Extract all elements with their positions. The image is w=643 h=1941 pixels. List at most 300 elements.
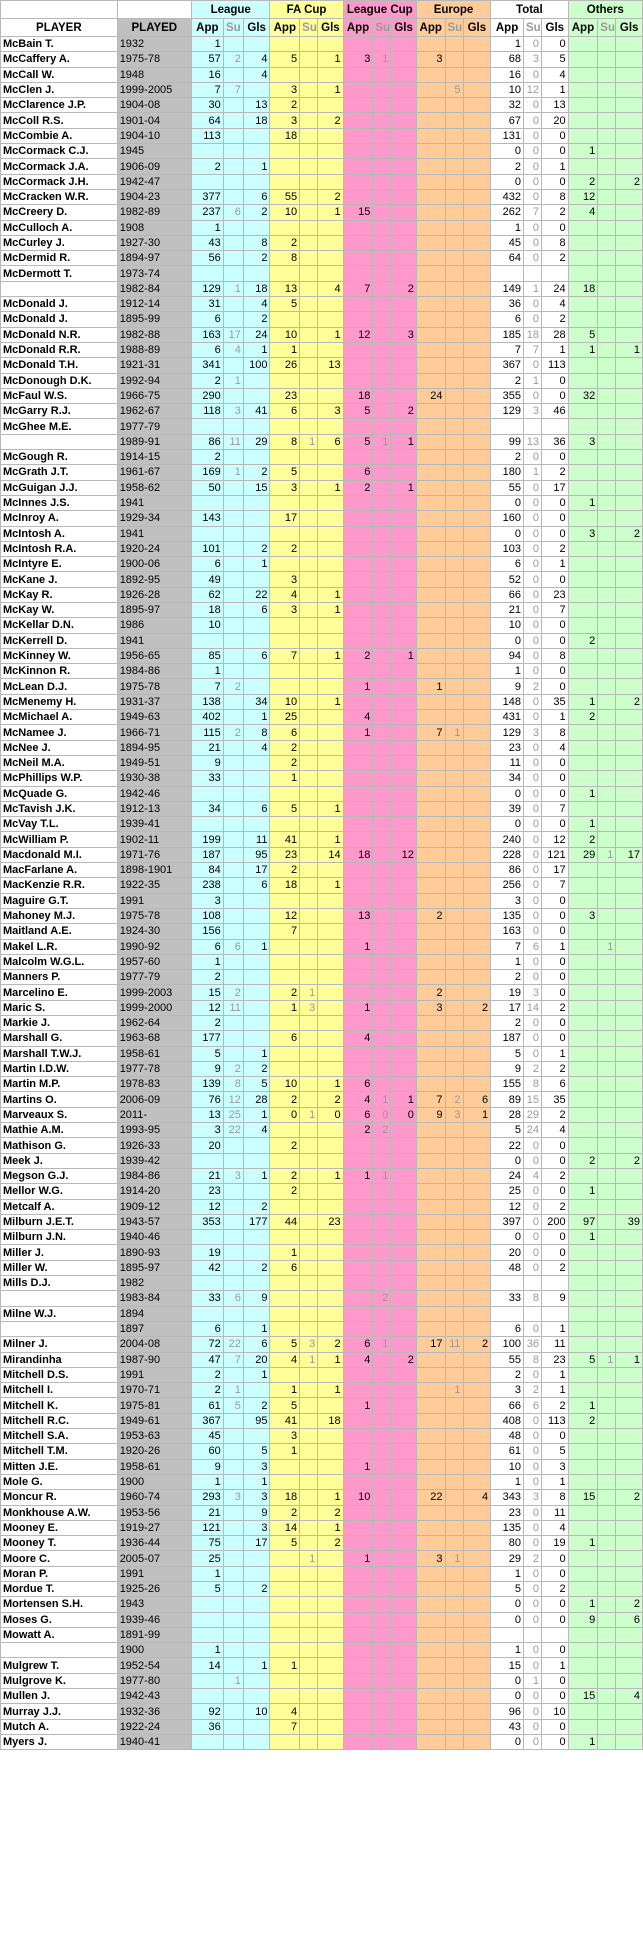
stat-cell-app — [491, 1276, 524, 1291]
stat-cell-gls — [391, 251, 416, 266]
stat-cell-app — [416, 1459, 445, 1474]
stat-cell-gls — [243, 1673, 270, 1688]
stat-cell-app: 41 — [270, 1413, 300, 1428]
stat-cell-app — [416, 251, 445, 266]
stat-cell-su: 6 — [223, 205, 243, 220]
played-years-cell: 1895-97 — [117, 602, 191, 617]
stat-cell-gls — [463, 1199, 491, 1214]
stat-cell-app — [343, 1474, 373, 1489]
stat-cell-gls: 2 — [542, 251, 569, 266]
stat-cell-app: 57 — [191, 52, 223, 67]
stat-cell-su — [300, 817, 318, 832]
stat-cell-su — [445, 1000, 463, 1015]
played-years-cell: 1991 — [117, 1566, 191, 1581]
stat-cell-gls — [391, 98, 416, 113]
stat-cell-gls: 13 — [542, 98, 569, 113]
player-name-cell: Miller W. — [1, 1260, 118, 1275]
stat-cell-gls: 0 — [542, 1612, 569, 1627]
stat-cell-su: 0 — [524, 1184, 542, 1199]
stat-cell-gls — [318, 1016, 343, 1031]
stat-cell-gls: 8 — [542, 1490, 569, 1505]
stat-cell-gls — [616, 159, 643, 174]
stat-cell-gls — [391, 1000, 416, 1015]
stat-cell-app: 12 — [270, 908, 300, 923]
stat-cell-su: 2 — [524, 1383, 542, 1398]
stat-cell-gls — [616, 1260, 643, 1275]
stat-cell-su — [300, 832, 318, 847]
stat-cell-gls: 1 — [243, 1367, 270, 1382]
stat-cell-app — [416, 1367, 445, 1382]
table-row — [1, 557, 643, 572]
stat-cell-app — [191, 1153, 223, 1168]
stat-cell-gls — [318, 817, 343, 832]
stat-cell-su — [445, 1199, 463, 1214]
stat-cell-su — [300, 924, 318, 939]
stat-cell-su — [598, 572, 616, 587]
stat-cell-gls: 39 — [616, 1214, 643, 1229]
player-name-cell: McCreery D. — [1, 205, 118, 220]
group-header-row — [1, 1, 643, 19]
stat-cell-gls: 1 — [542, 1367, 569, 1382]
stat-cell-app — [343, 985, 373, 1000]
stat-cell-app: 2 — [191, 373, 223, 388]
stat-cell-su — [300, 388, 318, 403]
stat-cell-su — [223, 1016, 243, 1031]
table-row — [1, 373, 643, 388]
stat-cell-su — [598, 419, 616, 434]
stat-cell-app — [568, 1383, 598, 1398]
stat-cell-app — [568, 297, 598, 312]
stat-cell-app — [343, 970, 373, 985]
stat-cell-su — [373, 679, 391, 694]
stat-cell-su — [373, 128, 391, 143]
stat-cell-su — [300, 37, 318, 52]
played-years-cell: 1943-57 — [117, 1214, 191, 1229]
stat-cell-su — [598, 786, 616, 801]
stat-cell-app: 25 — [491, 1184, 524, 1199]
stat-cell-app — [416, 939, 445, 954]
stat-cell-app: 1 — [568, 495, 598, 510]
stat-cell-app: 3 — [491, 1383, 524, 1398]
stat-cell-gls: 95 — [243, 1413, 270, 1428]
col-header-gls: Gls — [318, 19, 343, 37]
stat-cell-gls — [463, 82, 491, 97]
stat-cell-gls — [463, 1474, 491, 1489]
stat-cell-gls — [243, 1276, 270, 1291]
stat-cell-su — [300, 312, 318, 327]
stat-cell-su — [445, 633, 463, 648]
player-name-cell: McDonald J. — [1, 312, 118, 327]
stat-cell-gls — [318, 1276, 343, 1291]
stat-cell-gls — [391, 1597, 416, 1612]
stat-cell-gls: 0 — [542, 908, 569, 923]
stat-cell-gls — [318, 251, 343, 266]
stat-cell-app: 22 — [416, 1490, 445, 1505]
stat-cell-gls — [318, 1704, 343, 1719]
played-years-cell: 1936-44 — [117, 1536, 191, 1551]
stat-cell-su — [598, 251, 616, 266]
table-row — [1, 725, 643, 740]
played-years-cell: 2005-07 — [117, 1551, 191, 1566]
stat-cell-su: 1 — [373, 434, 391, 449]
stat-cell-gls — [616, 404, 643, 419]
stat-cell-gls — [243, 1016, 270, 1031]
stat-cell-su — [598, 1031, 616, 1046]
stat-cell-su: 2 — [223, 725, 243, 740]
stat-cell-app — [270, 893, 300, 908]
stat-cell-gls: 0 — [542, 1138, 569, 1153]
stat-cell-gls — [463, 755, 491, 770]
stat-cell-gls — [463, 434, 491, 449]
stat-cell-su — [598, 817, 616, 832]
stat-cell-gls — [243, 1031, 270, 1046]
stat-cell-su — [598, 1138, 616, 1153]
stat-cell-su — [373, 297, 391, 312]
stat-cell-su — [598, 1612, 616, 1627]
stat-cell-gls — [391, 1536, 416, 1551]
table-row — [1, 511, 643, 526]
stat-cell-app: 16 — [191, 67, 223, 82]
stat-cell-su — [300, 1398, 318, 1413]
played-years-cell: 1991 — [117, 1367, 191, 1382]
stat-cell-app: 18 — [343, 847, 373, 862]
stat-cell-su — [598, 235, 616, 250]
table-row — [1, 144, 643, 159]
stat-cell-su — [598, 1337, 616, 1352]
stat-cell-gls — [391, 1260, 416, 1275]
stat-cell-gls: 17 — [243, 1536, 270, 1551]
stat-cell-gls — [463, 847, 491, 862]
stat-cell-gls — [616, 1627, 643, 1642]
stat-cell-app: 7 — [343, 281, 373, 296]
stat-cell-su — [223, 541, 243, 556]
played-years-cell: 1939-46 — [117, 1612, 191, 1627]
stat-cell-gls — [463, 342, 491, 357]
stat-cell-app — [270, 37, 300, 52]
stat-cell-app: 29 — [568, 847, 598, 862]
stat-cell-app — [343, 82, 373, 97]
stat-cell-su — [300, 189, 318, 204]
stat-cell-su — [598, 1490, 616, 1505]
stat-cell-gls — [243, 144, 270, 159]
stat-cell-app — [568, 404, 598, 419]
stat-cell-gls — [243, 970, 270, 985]
stat-cell-app — [568, 1260, 598, 1275]
stat-cell-app: 20 — [491, 1245, 524, 1260]
stat-cell-gls — [463, 893, 491, 908]
stat-cell-app: 17 — [270, 511, 300, 526]
stat-cell-su: 8 — [524, 1352, 542, 1367]
table-row — [1, 786, 643, 801]
stat-cell-app: 6 — [191, 312, 223, 327]
stat-cell-su: 2 — [524, 1551, 542, 1566]
player-name-cell: Mordue T. — [1, 1581, 118, 1596]
stat-cell-su — [373, 1719, 391, 1734]
stat-cell-app: 4 — [343, 710, 373, 725]
stat-cell-app: 1 — [568, 786, 598, 801]
stat-cell-su — [300, 1016, 318, 1031]
stat-cell-app — [343, 541, 373, 556]
stat-cell-gls: 1 — [243, 1107, 270, 1122]
stat-cell-app: 10 — [191, 618, 223, 633]
stat-cell-app — [191, 633, 223, 648]
stat-cell-su — [598, 1689, 616, 1704]
stat-cell-gls — [243, 128, 270, 143]
stat-cell-su — [598, 174, 616, 189]
stat-cell-app: 6 — [491, 557, 524, 572]
table-row — [1, 985, 643, 1000]
stat-cell-gls — [616, 327, 643, 342]
stat-cell-su — [598, 970, 616, 985]
stat-cell-gls — [243, 220, 270, 235]
stat-cell-gls — [391, 771, 416, 786]
stat-cell-gls — [243, 1612, 270, 1627]
stat-cell-su — [598, 297, 616, 312]
table-row — [1, 1719, 643, 1734]
played-years-cell: 2004-08 — [117, 1337, 191, 1352]
stat-cell-app — [568, 985, 598, 1000]
stat-cell-su — [445, 664, 463, 679]
stat-cell-app — [343, 1689, 373, 1704]
stat-cell-app — [568, 511, 598, 526]
stat-cell-su — [445, 1245, 463, 1260]
stat-cell-gls: 1 — [243, 1046, 270, 1061]
stat-cell-su — [223, 1505, 243, 1520]
stat-cell-gls: 2 — [391, 1352, 416, 1367]
stat-cell-app — [416, 312, 445, 327]
table-row — [1, 1689, 643, 1704]
stat-cell-gls — [463, 251, 491, 266]
stat-cell-app — [416, 970, 445, 985]
stat-cell-su — [598, 189, 616, 204]
stat-cell-gls — [391, 1337, 416, 1352]
stat-cell-gls — [463, 924, 491, 939]
stat-cell-gls: 0 — [542, 1184, 569, 1199]
stat-cell-app: 2 — [270, 1138, 300, 1153]
stat-cell-su — [373, 1429, 391, 1444]
stat-cell-su — [223, 1719, 243, 1734]
stat-cell-app — [343, 954, 373, 969]
stat-cell-app — [343, 1566, 373, 1581]
stat-cell-app — [270, 1597, 300, 1612]
stat-cell-app: 2 — [270, 235, 300, 250]
stat-cell-su — [373, 1031, 391, 1046]
stat-cell-gls — [391, 373, 416, 388]
stat-cell-su — [223, 511, 243, 526]
stat-cell-app: 1 — [568, 817, 598, 832]
stat-cell-su — [373, 1367, 391, 1382]
stat-cell-app: 18 — [343, 388, 373, 403]
player-name-cell: McGarry R.J. — [1, 404, 118, 419]
played-years-cell: 1912-14 — [117, 297, 191, 312]
stat-cell-gls: 22 — [243, 587, 270, 602]
stat-cell-app — [416, 1429, 445, 1444]
stat-cell-app — [343, 450, 373, 465]
stat-cell-app: 25 — [191, 1551, 223, 1566]
stat-cell-gls — [391, 1520, 416, 1535]
stat-cell-gls — [542, 266, 569, 281]
stat-cell-su: 0 — [524, 602, 542, 617]
stat-cell-app — [416, 1016, 445, 1031]
stat-cell-su — [445, 1077, 463, 1092]
player-name-cell: Mowatt A. — [1, 1627, 118, 1642]
stat-cell-su — [598, 1474, 616, 1489]
col-header-su: Su — [300, 19, 318, 37]
stat-cell-app — [416, 1581, 445, 1596]
player-name-cell: McGuigan J.J. — [1, 480, 118, 495]
stat-cell-gls: 10 — [542, 1704, 569, 1719]
stat-cell-su: 3 — [445, 1107, 463, 1122]
stat-cell-gls — [463, 1612, 491, 1627]
stat-cell-su — [445, 985, 463, 1000]
stat-cell-gls — [318, 755, 343, 770]
stat-cell-gls — [391, 450, 416, 465]
stat-cell-gls: 113 — [542, 358, 569, 373]
stat-cell-app: 1 — [568, 1536, 598, 1551]
stat-cell-gls: 4 — [243, 1123, 270, 1138]
stat-cell-gls: 34 — [243, 694, 270, 709]
stat-cell-app — [568, 1566, 598, 1581]
player-name-cell: Mathison G. — [1, 1138, 118, 1153]
stat-cell-su — [300, 327, 318, 342]
stat-cell-gls — [391, 52, 416, 67]
stat-cell-app — [270, 1551, 300, 1566]
stat-cell-su: 0 — [524, 1658, 542, 1673]
stat-cell-su — [598, 602, 616, 617]
stat-cell-app — [343, 771, 373, 786]
stat-cell-su — [445, 1474, 463, 1489]
stat-cell-app — [416, 1123, 445, 1138]
stat-cell-su — [598, 1291, 616, 1306]
stat-cell-gls — [463, 327, 491, 342]
stat-cell-gls: 2 — [616, 1490, 643, 1505]
stat-cell-su: 0 — [524, 648, 542, 663]
stat-cell-su: 2 — [445, 1092, 463, 1107]
stat-cell-gls: 1 — [391, 434, 416, 449]
stat-cell-su — [300, 771, 318, 786]
stat-cell-app: 1 — [568, 1230, 598, 1245]
stat-cell-app — [416, 1306, 445, 1321]
player-name-cell: Milburn J.E.T. — [1, 1214, 118, 1229]
stat-cell-app — [568, 37, 598, 52]
stat-cell-gls — [318, 1581, 343, 1596]
stat-cell-app — [568, 1306, 598, 1321]
stat-cell-app — [416, 159, 445, 174]
stat-cell-gls — [318, 740, 343, 755]
player-name-cell: McCracken W.R. — [1, 189, 118, 204]
stat-cell-gls — [391, 419, 416, 434]
stat-cell-app — [568, 801, 598, 816]
played-years-cell: 1982 — [117, 1276, 191, 1291]
stat-cell-app: 2 — [270, 740, 300, 755]
player-name-cell — [1, 281, 118, 296]
stat-cell-su — [300, 1245, 318, 1260]
stat-cell-su — [373, 235, 391, 250]
stat-cell-app: 1 — [491, 1566, 524, 1581]
stat-cell-app — [568, 1138, 598, 1153]
stat-cell-gls — [616, 1199, 643, 1214]
stat-cell-su: 6 — [223, 1291, 243, 1306]
stat-cell-app — [343, 755, 373, 770]
stat-cell-app: 14 — [270, 1520, 300, 1535]
played-years-cell: 1961-67 — [117, 465, 191, 480]
player-name-cell: McMenemy H. — [1, 694, 118, 709]
table-row — [1, 1291, 643, 1306]
stat-cell-app: 33 — [191, 1291, 223, 1306]
stat-cell-app — [568, 1031, 598, 1046]
stat-cell-app: 41 — [270, 832, 300, 847]
stat-cell-su — [300, 679, 318, 694]
stat-cell-gls: 2 — [243, 251, 270, 266]
stat-cell-su — [373, 1413, 391, 1428]
stat-cell-su — [373, 893, 391, 908]
stat-cell-su — [598, 1245, 616, 1260]
table-row — [1, 1138, 643, 1153]
stat-cell-su — [598, 1199, 616, 1214]
player-name-cell: McCormack J.A. — [1, 159, 118, 174]
stat-cell-gls — [616, 648, 643, 663]
stat-cell-su — [300, 511, 318, 526]
stat-cell-su — [445, 970, 463, 985]
played-years-cell: 1963-68 — [117, 1031, 191, 1046]
stat-cell-su: 2 — [223, 52, 243, 67]
stat-cell-su — [373, 908, 391, 923]
stat-cell-gls: 2 — [243, 205, 270, 220]
stat-cell-app: 33 — [191, 771, 223, 786]
stat-cell-gls — [463, 908, 491, 923]
stat-cell-su — [223, 755, 243, 770]
stat-cell-su — [445, 1429, 463, 1444]
stat-cell-su: 25 — [223, 1107, 243, 1122]
stat-cell-gls — [616, 970, 643, 985]
stat-cell-app: 6 — [191, 342, 223, 357]
stat-cell-gls — [318, 1260, 343, 1275]
stat-cell-app — [343, 602, 373, 617]
stat-cell-app — [270, 1643, 300, 1658]
stat-cell-app: 18 — [191, 602, 223, 617]
stat-cell-gls: 0 — [542, 1597, 569, 1612]
stat-cell-app: 1 — [270, 342, 300, 357]
stat-cell-gls — [391, 832, 416, 847]
player-name-cell: Mills D.J. — [1, 1276, 118, 1291]
stat-cell-app — [343, 235, 373, 250]
stat-cell-su: 0 — [524, 1138, 542, 1153]
stat-cell-app — [416, 1658, 445, 1673]
stat-cell-gls — [318, 1153, 343, 1168]
stat-cell-app — [568, 1627, 598, 1642]
stat-cell-gls — [463, 1260, 491, 1275]
stat-cell-gls — [463, 1429, 491, 1444]
stat-cell-su — [524, 1627, 542, 1642]
stat-cell-gls — [616, 98, 643, 113]
stat-cell-app: 15 — [568, 1490, 598, 1505]
stat-cell-su — [598, 450, 616, 465]
stat-cell-app — [568, 572, 598, 587]
stat-cell-su: 0 — [524, 1520, 542, 1535]
stat-cell-app: 2 — [191, 1367, 223, 1382]
stat-cell-su: 1 — [300, 985, 318, 1000]
played-years-cell: 1988-89 — [117, 342, 191, 357]
stat-cell-app — [270, 144, 300, 159]
stat-cell-app — [270, 817, 300, 832]
stat-cell-gls — [391, 541, 416, 556]
stat-cell-app: 67 — [491, 113, 524, 128]
stat-cell-app — [343, 174, 373, 189]
stat-cell-su — [373, 1658, 391, 1673]
stat-cell-su — [373, 312, 391, 327]
stat-cell-app — [568, 1459, 598, 1474]
played-years-cell: 1956-65 — [117, 648, 191, 663]
